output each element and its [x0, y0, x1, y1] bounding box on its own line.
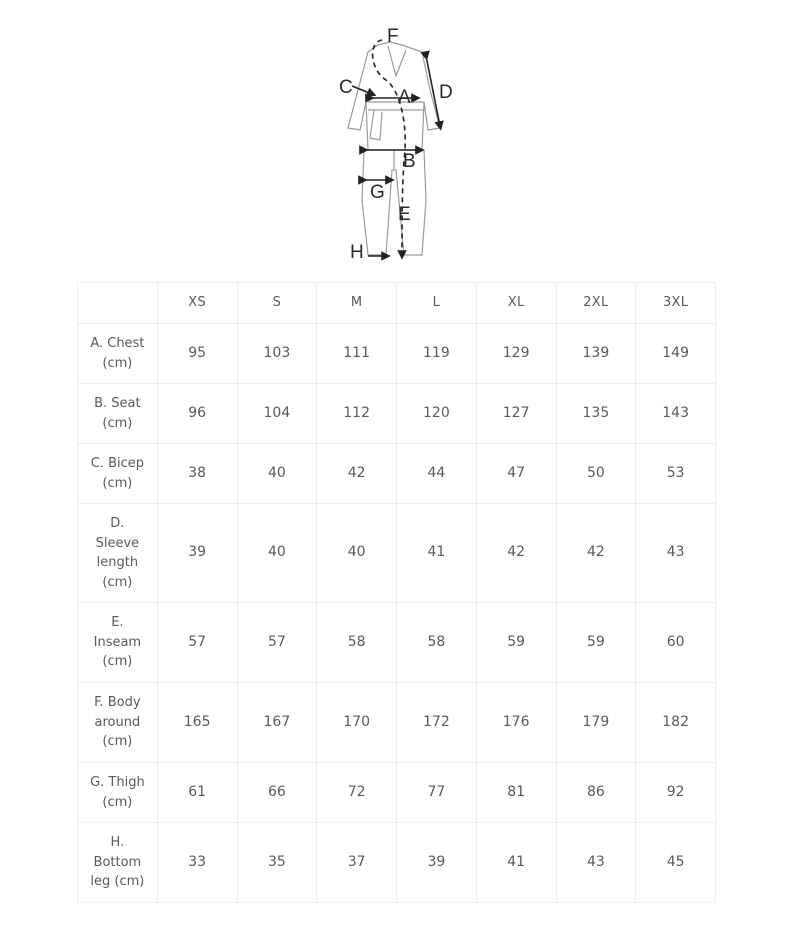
row-label-line: F. Body [94, 695, 141, 711]
row-label-line: C. Bicep [90, 456, 145, 471]
garment-outline [348, 42, 440, 255]
measurement-value: 37 [317, 823, 397, 903]
row-label-line: (cm) [102, 794, 133, 810]
row-label-line: (cm) [102, 574, 133, 590]
row-label [78, 324, 158, 384]
measurement-value: 59 [476, 603, 556, 683]
measurement-value: 50 [556, 444, 636, 504]
measurement-value: 39 [157, 504, 237, 603]
row-label-line: Inseam [93, 634, 142, 650]
table-row [78, 603, 716, 683]
row-label [78, 603, 158, 683]
measurement-value: 45 [636, 823, 716, 903]
lapel-shape [388, 46, 406, 76]
measurement-value: 58 [397, 603, 477, 683]
measurement-value: 33 [157, 823, 237, 903]
measurement-value: 57 [157, 603, 237, 683]
measurement-value: 59 [556, 603, 636, 683]
measurement-value: 38 [157, 444, 237, 504]
row-label-line: H. [110, 835, 125, 851]
row-label-line: E. [111, 615, 124, 631]
row-label-line: (cm) [102, 734, 133, 750]
jumpsuit-illustration [330, 20, 470, 265]
measurement-value: 58 [317, 603, 397, 683]
row-label-line: Bottom [93, 854, 142, 870]
table-row [78, 763, 716, 823]
measurement-value: 165 [157, 683, 237, 763]
size-header-m: M [317, 283, 397, 324]
measurement-value: 42 [317, 444, 397, 504]
table-body [78, 324, 716, 903]
diagram-label-a: A [398, 87, 411, 108]
measurement-value: 44 [397, 444, 477, 504]
measurement-value: 182 [636, 683, 716, 763]
row-label-line: (cm) [102, 654, 133, 670]
size-header-3xl: 3XL [636, 283, 716, 324]
belt-tie-shape [370, 110, 382, 140]
row-label [78, 823, 158, 903]
measurement-value: 61 [157, 763, 237, 823]
measurement-value: 172 [397, 683, 477, 763]
diagram-label-g: G [370, 182, 385, 203]
measurement-value: 119 [397, 324, 477, 384]
row-label-line: length [96, 555, 139, 570]
measurement-value: 103 [237, 324, 317, 384]
measurement-value: 60 [636, 603, 716, 683]
measure-line-c [352, 86, 372, 94]
measurement-value: 41 [476, 823, 556, 903]
row-label-line: B. Seat [94, 396, 141, 411]
diagram-label-h: H [350, 242, 364, 263]
row-label [78, 683, 158, 763]
measurement-value: 112 [317, 384, 397, 444]
measurement-value: 135 [556, 384, 636, 444]
measurement-value: 95 [157, 324, 237, 384]
row-label-line: G. Thigh [90, 775, 145, 790]
measurement-value: 149 [636, 324, 716, 384]
measurement-value: 81 [476, 763, 556, 823]
size-header-xl: XL [476, 283, 556, 324]
measurement-value: 47 [476, 444, 556, 504]
measurement-value: 39 [397, 823, 477, 903]
row-label [78, 384, 158, 444]
measurement-value: 40 [317, 504, 397, 603]
measurement-value: 43 [556, 823, 636, 903]
measurement-value: 35 [237, 823, 317, 903]
measurement-value: 179 [556, 683, 636, 763]
size-header-xs: XS [157, 283, 237, 324]
diagram-label-e: E [398, 204, 411, 225]
jumpsuit-measurement-diagram [330, 20, 470, 265]
belt-shape [368, 102, 424, 110]
measurement-value: 104 [237, 384, 317, 444]
table-header-row [78, 283, 716, 324]
row-label-line: (cm) [102, 355, 133, 371]
measurement-value: 53 [636, 444, 716, 504]
diagram-label-d: D [439, 82, 453, 103]
measurement-value: 43 [636, 504, 716, 603]
measurement-value: 167 [237, 683, 317, 763]
table-row [78, 444, 716, 504]
measurement-value: 40 [237, 444, 317, 504]
row-label [78, 504, 158, 603]
measurement-value: 96 [157, 384, 237, 444]
row-label-line: Sleeve [95, 535, 140, 551]
measurement-value: 40 [237, 504, 317, 603]
table-row [78, 324, 716, 384]
table-row [78, 384, 716, 444]
diagram-label-c: C [339, 77, 353, 98]
diagram-label-f: F [387, 26, 399, 47]
row-label [78, 763, 158, 823]
measurement-value: 120 [397, 384, 477, 444]
size-header-l: L [397, 283, 477, 324]
measurement-value: 129 [476, 324, 556, 384]
measurement-value: 176 [476, 683, 556, 763]
measure-line-d [426, 56, 440, 126]
row-label-line: leg (cm) [90, 874, 145, 890]
measurement-value: 42 [556, 504, 636, 603]
measurement-value: 72 [317, 763, 397, 823]
measurement-value: 77 [397, 763, 477, 823]
row-label [78, 444, 158, 504]
table-row [78, 504, 716, 603]
table-row [78, 823, 716, 903]
measurement-value: 86 [556, 763, 636, 823]
measurement-value: 92 [636, 763, 716, 823]
size-chart-table [77, 282, 716, 903]
measurement-value: 139 [556, 324, 636, 384]
row-label-line: A. Chest [90, 336, 145, 351]
measurement-value: 143 [636, 384, 716, 444]
measurement-value: 66 [237, 763, 317, 823]
row-label-line: (cm) [102, 475, 133, 491]
measurement-value: 42 [476, 504, 556, 603]
measurement-value: 127 [476, 384, 556, 444]
diagram-label-b: B [403, 151, 416, 172]
measurement-value: 57 [237, 603, 317, 683]
measurement-value: 41 [397, 504, 477, 603]
table-corner-cell [78, 283, 158, 324]
size-header-2xl: 2XL [556, 283, 636, 324]
measurement-value: 170 [317, 683, 397, 763]
row-label-line: (cm) [102, 415, 133, 431]
row-label-line: around [94, 714, 141, 730]
size-header-s: S [237, 283, 317, 324]
table-row [78, 683, 716, 763]
measurement-value: 111 [317, 324, 397, 384]
row-label-line: D. [110, 516, 125, 531]
